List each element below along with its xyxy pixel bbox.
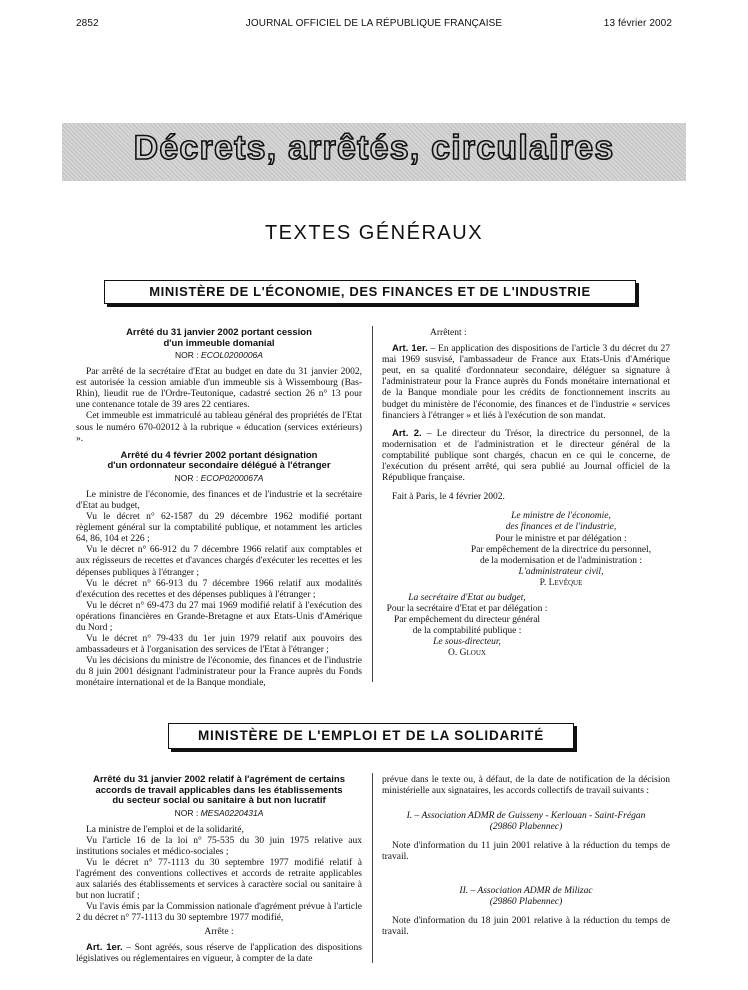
article-number: Art. 2. bbox=[392, 427, 422, 439]
paragraph: Note d'information du 18 juin 2001 relative à la réduction du temps de travail. bbox=[382, 915, 670, 937]
paragraph: Note d'information du 11 juin 2001 relative à la réduction du temps de travail. bbox=[382, 841, 670, 863]
signature-line: des finances et de l'industrie, bbox=[505, 522, 617, 533]
signature-block-secretaire bbox=[382, 593, 552, 660]
section-banner bbox=[62, 123, 686, 181]
paragraph: Vu l'avis émis par la Commission nationale d'agrément prévue à l'article 2 du décret n° 77-1113 du 30 septembre 1977 modifié, bbox=[76, 902, 362, 924]
paragraph: Vu le décret n° 62-1587 du 29 décembre 1962 modifié portant règlement général sur la comptabilité publique, et notamment les articles 64, 86, 104 et 226 ; bbox=[76, 512, 362, 545]
accord-location: (29860 Plabennec) bbox=[489, 896, 563, 907]
paragraph: Cet immeuble est immatriculé au tableau général des propriétés de l'Etat sous le numéro 670-02012 à la rubrique « éducation (services extérieurs) ». bbox=[76, 411, 362, 444]
article-2 bbox=[382, 428, 670, 484]
paragraph: Vu le décret n° 77-1113 du 30 septembre 1977 modifié relatif à l'agrément des conventions collectives et accords de retraite applicables aux salariés des établissements et services à caractère social ou sanitaire à but non lucratif ; bbox=[76, 857, 362, 902]
nor-reference bbox=[76, 350, 362, 361]
paragraph: La ministre de l'emploi et de la solidarité, bbox=[86, 824, 244, 835]
signature-line: de la comptabilité publique : bbox=[412, 626, 522, 637]
nor-code: ECOP0200067A bbox=[200, 472, 264, 483]
journal-title: JOURNAL OFFICIEL DE LA RÉPUBLIQUE FRANÇAISE bbox=[245, 18, 503, 29]
signature-line: L'administrateur civil, bbox=[518, 566, 604, 577]
paragraph: Par arrêté de la secrétaire d'Etat au budget en date du 31 janvier 2002, est autorisée la cession amiable d'un immeuble sis à Wissembourg (Bas-Rhin), lieudit rue de l'Ordre-Teutonique, cadastré section 26 n° 13 pour une contenance totale de 39 ares 22 centiares. bbox=[76, 367, 362, 411]
nor-reference bbox=[76, 808, 362, 819]
nor-label: NOR : bbox=[174, 807, 201, 818]
accord-heading: II. – Association ADMR de Milizac bbox=[459, 885, 593, 896]
banner-title: Décrets, arrêtés, circulaires bbox=[133, 129, 615, 167]
article-title-line: Arrêté du 31 janvier 2002 relatif à l'agrément de certains bbox=[92, 774, 345, 785]
right-column-economie bbox=[382, 328, 670, 660]
nor-label: NOR : bbox=[174, 472, 201, 483]
signatory-name: P. Levêque bbox=[539, 577, 583, 588]
paragraph: Vu le décret n° 69-473 du 27 mai 1969 modifié relatif à l'exécution des opérations financières en Grande-Bretagne et aux Etats-Unis d'Amérique du Nord ; bbox=[76, 600, 362, 633]
paragraph: Vu le décret n° 66-913 du 7 décembre 1966 relatif aux modalités d'exécution des recettes et des dépenses publiques à l'étranger ; bbox=[76, 578, 362, 600]
article-cession bbox=[76, 328, 362, 445]
nor-code: MESA0220431A bbox=[200, 807, 264, 818]
signature-line: de la modernisation et de l'administration : bbox=[479, 555, 643, 566]
nor-reference bbox=[76, 473, 362, 484]
ministry-heading-economie: MINISTÈRE DE L'ÉCONOMIE, DES FINANCES ET DE L'INDUSTRIE bbox=[104, 280, 636, 304]
paragraph: Vu les décisions du ministre de l'économie, des finances et de l'industrie du 8 juin 2001 désignant l'administrateur pour la France auprès du Fonds monétaire international et de la Banque mondiale, bbox=[76, 656, 362, 689]
ministry-heading-emploi: MINISTÈRE DE L'EMPLOI ET DE LA SOLIDARITÉ bbox=[168, 723, 574, 749]
column-divider bbox=[372, 326, 373, 682]
paragraph: Vu l'article 16 de la loi n° 75-535 du 30 juin 1975 relative aux institutions sociales et médico-sociales ; bbox=[76, 835, 362, 857]
signature-line: La secrétaire d'Etat au budget, bbox=[408, 592, 526, 603]
article-text: – Le directeur du Trésor, la directrice du personnel, de la modernisation et de l'administration et le directeur général de la comptabilité publique sont chargés, chacun en ce qui le concerne, de l'exécution du présent arrêté, qui sera publié au Journal officiel de la République française. bbox=[382, 428, 670, 484]
paragraph: Vu le décret n° 79-433 du 1er juin 1979 relatif aux pouvoirs des ambassadeurs et à l'organisation des services de l'Etat à l'étranger ; bbox=[76, 634, 362, 656]
article-title-line: d'un ordonnateur secondaire délégué à l'étranger bbox=[107, 460, 331, 472]
paragraph: Vu le décret n° 66-912 du 7 décembre 1966 relatif aux comptables et aux régisseurs de recettes et d'avances chargés d'exécuter les recettes et les dépenses publiques à l'étranger ; bbox=[76, 545, 362, 578]
article-title-line: d'un immeuble domanial bbox=[163, 337, 275, 349]
arretent-label: Arrêtent : bbox=[430, 328, 467, 338]
paragraph: Le ministre de l'économie, des finances et de l'industrie et la secrétaire d'Etat au budget, bbox=[76, 489, 362, 511]
page-number: 2852 bbox=[76, 18, 99, 29]
paragraph: prévue dans le texte ou, à défaut, de la date de notification de la décision ministérielle aux signataires, les accords collectifs de travail suivants : bbox=[382, 775, 670, 797]
article-number: Art. 1er. bbox=[392, 343, 428, 355]
signature-line: Le sous-directeur, bbox=[433, 637, 501, 648]
article-title-line: Arrêté du 4 février 2002 portant désignation bbox=[120, 449, 318, 461]
article-text: – Sont agréés, sous réserve de l'application des dispositions législatives ou réglementaires en vigueur, à compter de la date bbox=[76, 942, 362, 964]
article-number: Art. 1er. bbox=[86, 941, 123, 953]
signature-line: Pour le ministre et par délégation : bbox=[495, 533, 627, 544]
article-1 bbox=[76, 942, 362, 965]
nor-label: NOR : bbox=[175, 350, 202, 360]
issue-date: 13 février 2002 bbox=[603, 18, 672, 29]
signatory-name: O. Gloux bbox=[448, 648, 486, 659]
signature-line: Pour la secrétaire d'Etat et par délégation : bbox=[386, 604, 548, 615]
accord-heading: I. – Association ADMR de Guisseny - Kerlouan - Saint-Frégan bbox=[406, 811, 646, 822]
signature-line: Par empêchement de la directrice du personnel, bbox=[470, 544, 652, 555]
arrete-label: Arrête : bbox=[204, 927, 234, 938]
article-title-line: du secteur social ou sanitaire à but non lucratif bbox=[112, 795, 326, 806]
signature-block-ministre bbox=[382, 511, 670, 589]
right-column-emploi bbox=[382, 775, 670, 938]
article-ordonnateur bbox=[76, 451, 362, 690]
accord-location: (29860 Plabennec) bbox=[489, 822, 563, 833]
column-divider bbox=[372, 773, 373, 963]
section-title: TEXTES GÉNÉRAUX bbox=[264, 222, 484, 244]
left-column-economie bbox=[76, 328, 362, 690]
article-title-line: Arrêté du 31 janvier 2002 portant cession bbox=[126, 327, 312, 338]
left-column-emploi bbox=[76, 775, 362, 965]
article-title-line: accords de travail applicables dans les établissements bbox=[95, 784, 343, 796]
signature-line: Le ministre de l'économie, bbox=[511, 511, 611, 522]
article-1 bbox=[382, 343, 670, 422]
signature-line: Par empêchement du directeur général bbox=[393, 615, 541, 626]
nor-code: ECOL0200006A bbox=[201, 350, 263, 360]
article-text: – En application des dispositions de l'article 3 du décret du 27 mai 1969 susvisé, l'ambassadeur de France aux Etats-Unis d'Amérique peut, en sa qualité d'ordonnateur secondaire, déléguer sa signature à l'administrateur pour la France auprès du Fonds monétaire international et de la Banque mondiale pour les crédits de fonctionnement inscrits au budget du ministère de l'économie, des finances et de l'industrie « services financiers à l'étranger » et liés à l'exécution de son mandat. bbox=[382, 344, 670, 421]
signature-date: Fait à Paris, le 4 février 2002. bbox=[392, 492, 505, 503]
